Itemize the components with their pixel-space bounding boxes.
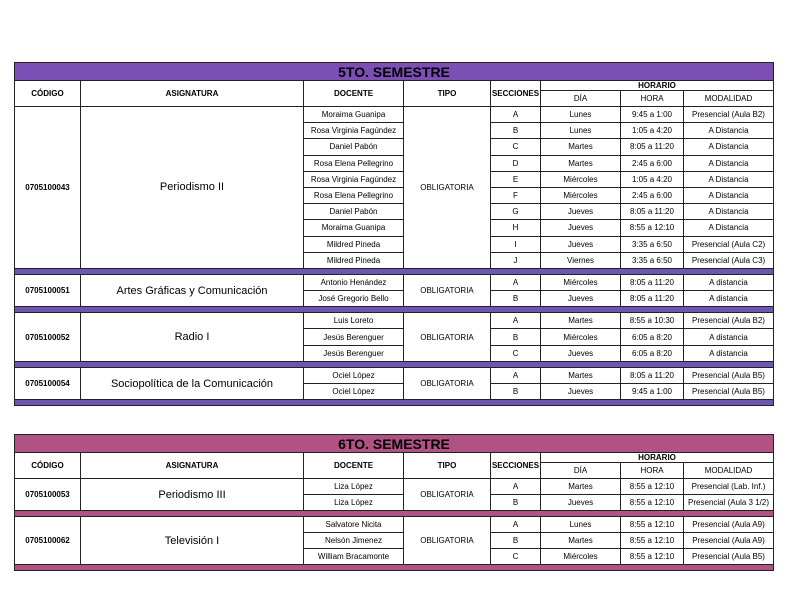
modality-cell: Presencial (Aula C3)	[684, 252, 774, 268]
subject-header: ASIGNATURA	[81, 453, 304, 479]
modality-cell: A Distancia	[684, 139, 774, 155]
header-row	[15, 453, 774, 463]
time-cell: 8:55 a 12:10	[621, 533, 684, 549]
teacher-cell: Rosa Elena Pellegrino	[304, 155, 404, 171]
modality-cell: Presencial (Aula 3 1/2)	[684, 495, 774, 511]
section-cell: A	[491, 479, 541, 495]
time-cell: 6:05 a 8:20	[621, 345, 684, 361]
teacher-cell: Mildred Pineda	[304, 236, 404, 252]
modality-cell: A Distancia	[684, 187, 774, 203]
modality-cell: A Distancia	[684, 155, 774, 171]
course-type: OBLIGATORIA	[404, 479, 491, 511]
code-header: CÓDIGO	[15, 453, 81, 479]
table-row	[15, 479, 774, 495]
teacher-cell: Daniel Pabón	[304, 139, 404, 155]
sections-header: SECCIONES	[491, 453, 541, 479]
section-cell: C	[491, 139, 541, 155]
course-code: 0705100054	[15, 367, 81, 399]
semester-title-row	[15, 63, 774, 81]
modality-cell: A distancia	[684, 345, 774, 361]
modality-cell: Presencial (Aula B5)	[684, 384, 774, 400]
schedule-header: HORARIO	[541, 81, 774, 91]
modality-cell: Presencial (Aula A9)	[684, 533, 774, 549]
semester-title-row	[15, 435, 774, 453]
time-cell: 6:05 a 8:20	[621, 329, 684, 345]
separator-band	[15, 400, 774, 406]
day-cell: Miércoles	[541, 329, 621, 345]
time-cell: 3:35 a 6:50	[621, 236, 684, 252]
teacher-cell: Luis Loreto	[304, 313, 404, 329]
course-type: OBLIGATORIA	[404, 274, 491, 306]
time-cell: 8:55 a 12:10	[621, 479, 684, 495]
modality-cell: Presencial (Aula B2)	[684, 107, 774, 123]
day-cell: Lunes	[541, 107, 621, 123]
sections-header: SECCIONES	[491, 81, 541, 107]
time-cell: 8:05 a 11:20	[621, 291, 684, 307]
course-code: 0705100051	[15, 274, 81, 306]
day-cell: Martes	[541, 313, 621, 329]
modality-cell: Presencial (Aula B5)	[684, 549, 774, 565]
section-cell: C	[491, 345, 541, 361]
separator-band	[15, 565, 774, 571]
course-type: OBLIGATORIA	[404, 367, 491, 399]
time-cell: 8:05 a 11:20	[621, 367, 684, 383]
section-cell: A	[491, 367, 541, 383]
course-subject: Artes Gráficas y Comunicación	[81, 274, 304, 306]
time-header: HORA	[621, 463, 684, 479]
course-separator	[15, 565, 774, 571]
day-cell: Viernes	[541, 252, 621, 268]
section-cell: I	[491, 236, 541, 252]
course-subject: Televisión I	[81, 517, 304, 565]
time-header: HORA	[621, 91, 684, 107]
day-cell: Lunes	[541, 123, 621, 139]
day-cell: Jueves	[541, 220, 621, 236]
day-cell: Jueves	[541, 345, 621, 361]
teacher-cell: Ociel López	[304, 367, 404, 383]
day-cell: Martes	[541, 139, 621, 155]
time-cell: 2:45 a 6:00	[621, 155, 684, 171]
section-cell: D	[491, 155, 541, 171]
teacher-cell: Nelsón Jimenez	[304, 533, 404, 549]
teacher-cell: Liza López	[304, 495, 404, 511]
teacher-cell: Moraima Guanipa	[304, 107, 404, 123]
type-header: TIPO	[404, 453, 491, 479]
time-cell: 1:05 a 4:20	[621, 123, 684, 139]
day-header: DÍA	[541, 463, 621, 479]
course-type: OBLIGATORIA	[404, 517, 491, 565]
section-cell: B	[491, 123, 541, 139]
time-cell: 8:55 a 12:10	[621, 549, 684, 565]
modality-header: MODALIDAD	[684, 463, 774, 479]
day-cell: Miércoles	[541, 171, 621, 187]
teacher-cell: Antonio Henández	[304, 274, 404, 290]
section-cell: B	[491, 495, 541, 511]
modality-cell: A distancia	[684, 274, 774, 290]
modality-cell: A Distancia	[684, 123, 774, 139]
modality-cell: Presencial (Lab. Inf.)	[684, 479, 774, 495]
teacher-cell: Salvatore Nicita	[304, 517, 404, 533]
day-cell: Martes	[541, 479, 621, 495]
teacher-cell: Rosa Elena Pellegrino	[304, 187, 404, 203]
modality-cell: A Distancia	[684, 220, 774, 236]
course-code: 0705100043	[15, 107, 81, 269]
time-cell: 9:45 a 1:00	[621, 384, 684, 400]
section-cell: A	[491, 107, 541, 123]
modality-cell: Presencial (Aula B2)	[684, 313, 774, 329]
day-cell: Jueves	[541, 495, 621, 511]
teacher-cell: Ociel López	[304, 384, 404, 400]
modality-cell: A Distancia	[684, 204, 774, 220]
code-header: CÓDIGO	[15, 81, 81, 107]
section-cell: G	[491, 204, 541, 220]
teacher-cell: Rosa Virginia Fagúndez	[304, 171, 404, 187]
day-cell: Martes	[541, 367, 621, 383]
section-cell: A	[491, 313, 541, 329]
semester-title: 6TO. SEMESTRE	[15, 435, 774, 453]
day-cell: Jueves	[541, 291, 621, 307]
day-cell: Miércoles	[541, 187, 621, 203]
section-cell: C	[491, 549, 541, 565]
teacher-cell: José Gregorio Bello	[304, 291, 404, 307]
teacher-header: DOCENTE	[304, 453, 404, 479]
section-cell: B	[491, 533, 541, 549]
day-cell: Jueves	[541, 236, 621, 252]
day-cell: Miércoles	[541, 274, 621, 290]
section-cell: E	[491, 171, 541, 187]
time-cell: 2:45 a 6:00	[621, 187, 684, 203]
modality-cell: Presencial (Aula C2)	[684, 236, 774, 252]
course-subject: Radio I	[81, 313, 304, 362]
time-cell: 8:05 a 11:20	[621, 139, 684, 155]
time-cell: 8:55 a 12:10	[621, 517, 684, 533]
day-cell: Martes	[541, 155, 621, 171]
teacher-cell: Moraima Guanipa	[304, 220, 404, 236]
semester-5-table	[14, 62, 774, 406]
teacher-cell: Jesús Berenguer	[304, 329, 404, 345]
time-cell: 8:05 a 11:20	[621, 274, 684, 290]
teacher-cell: Daniel Pabón	[304, 204, 404, 220]
section-cell: B	[491, 329, 541, 345]
course-subject: Periodismo III	[81, 479, 304, 511]
time-cell: 1:05 a 4:20	[621, 171, 684, 187]
course-code: 0705100062	[15, 517, 81, 565]
header-row	[15, 81, 774, 91]
day-cell: Miércoles	[541, 549, 621, 565]
teacher-cell: Liza López	[304, 479, 404, 495]
time-cell: 8:55 a 12:10	[621, 495, 684, 511]
modality-header: MODALIDAD	[684, 91, 774, 107]
modality-cell: Presencial (Aula B5)	[684, 367, 774, 383]
section-cell: A	[491, 274, 541, 290]
section-cell: A	[491, 517, 541, 533]
course-subject: Sociopolítica de la Comunicación	[81, 367, 304, 399]
subject-header: ASIGNATURA	[81, 81, 304, 107]
schedule-header: HORARIO	[541, 453, 774, 463]
modality-cell: A Distancia	[684, 171, 774, 187]
day-cell: Jueves	[541, 384, 621, 400]
course-code: 0705100052	[15, 313, 81, 362]
section-cell: B	[491, 384, 541, 400]
section-cell: B	[491, 291, 541, 307]
semester-title: 5TO. SEMESTRE	[15, 63, 774, 81]
day-header: DÍA	[541, 91, 621, 107]
course-type: OBLIGATORIA	[404, 313, 491, 362]
day-cell: Lunes	[541, 517, 621, 533]
time-cell: 8:55 a 10:30	[621, 313, 684, 329]
course-separator	[15, 400, 774, 406]
section-cell: J	[491, 252, 541, 268]
day-cell: Martes	[541, 533, 621, 549]
table-row	[15, 107, 774, 123]
time-cell: 9:45 a 1:00	[621, 107, 684, 123]
modality-cell: Presencial (Aula A9)	[684, 517, 774, 533]
time-cell: 3:35 a 6:50	[621, 252, 684, 268]
table-row	[15, 367, 774, 383]
course-subject: Periodismo II	[81, 107, 304, 269]
course-code: 0705100053	[15, 479, 81, 511]
modality-cell: A distancia	[684, 329, 774, 345]
semester-6-table	[14, 434, 774, 571]
table-row	[15, 313, 774, 329]
course-type: OBLIGATORIA	[404, 107, 491, 269]
teacher-header: DOCENTE	[304, 81, 404, 107]
time-cell: 8:05 a 11:20	[621, 204, 684, 220]
section-cell: F	[491, 187, 541, 203]
day-cell: Jueves	[541, 204, 621, 220]
teacher-cell: Jesús Berenguer	[304, 345, 404, 361]
table-row	[15, 517, 774, 533]
teacher-cell: Mildred Pineda	[304, 252, 404, 268]
modality-cell: A distancia	[684, 291, 774, 307]
type-header: TIPO	[404, 81, 491, 107]
time-cell: 8:55 a 12:10	[621, 220, 684, 236]
teacher-cell: William Bracamonte	[304, 549, 404, 565]
teacher-cell: Rosa Virginia Fagúndez	[304, 123, 404, 139]
section-cell: H	[491, 220, 541, 236]
table-row	[15, 274, 774, 290]
